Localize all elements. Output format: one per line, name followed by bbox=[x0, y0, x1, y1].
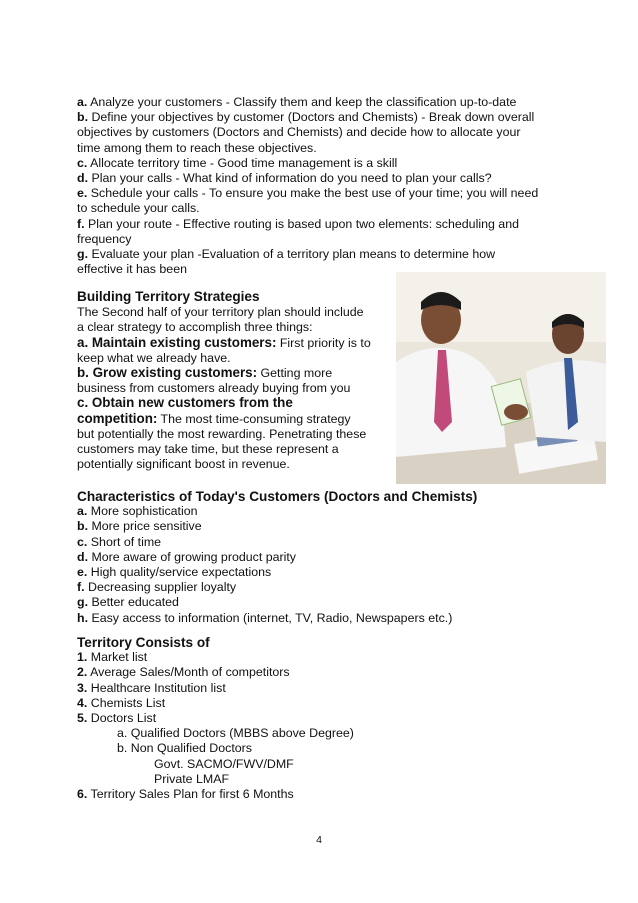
strategy-line: The Second half of your territory plan should include bbox=[77, 305, 364, 320]
intro-line: to schedule your calls. bbox=[77, 201, 200, 216]
strategy-line: c. Obtain new customers from the bbox=[77, 395, 293, 411]
strategy-line: customers may take time, but these represent a bbox=[77, 441, 339, 456]
section-heading: Characteristics of Today's Customers (Doctors and Chemists) bbox=[77, 489, 478, 504]
list-item: e. High quality/service expectations bbox=[77, 564, 272, 579]
page-number: 4 bbox=[316, 834, 322, 846]
list-item: 3. Healthcare Institution list bbox=[77, 680, 226, 695]
list-item: 4. Chemists List bbox=[77, 695, 166, 710]
intro-line: e. Schedule your calls - To ensure you make the best use of your time; you will need bbox=[77, 186, 539, 201]
intro-line: a. Analyze your customers - Classify them and keep the classification up-to-date bbox=[77, 95, 517, 109]
intro-line: effective it has been bbox=[77, 262, 187, 277]
intro-line: frequency bbox=[77, 231, 132, 246]
list-item: g. Better educated bbox=[77, 595, 179, 610]
strategy-line: potentially significant boost in revenue. bbox=[77, 457, 290, 472]
section-heading: Territory Consists of bbox=[77, 635, 210, 650]
list-subitem: b. Non Qualified Doctors bbox=[117, 741, 252, 756]
strategy-line: a clear strategy to accomplish three things: bbox=[77, 320, 313, 335]
list-subsubitem: Private LMAF bbox=[154, 771, 230, 786]
characteristics-section bbox=[77, 489, 567, 626]
intro-line: b. Define your objectives by customer (Doctors and Chemists) - Break down overall bbox=[77, 110, 535, 125]
intro-line: c. Allocate territory time - Good time management is a skill bbox=[77, 155, 398, 170]
list-item: 5. Doctors List bbox=[77, 710, 157, 725]
strategy-line: keep what we already have. bbox=[77, 350, 231, 365]
strategy-line: but potentially the most rewarding. Penetrating these bbox=[77, 426, 367, 441]
intro-line: f. Plan your route - Effective routing is based upon two elements: scheduling and bbox=[77, 216, 519, 231]
list-subitem: a. Qualified Doctors (MBBS above Degree) bbox=[117, 726, 354, 741]
list-item: 6. Territory Sales Plan for first 6 Months bbox=[77, 786, 294, 801]
business-meeting-photo bbox=[396, 272, 606, 484]
list-subsubitem: Govt. SACMO/FWV/DMF bbox=[154, 756, 294, 771]
intro-line: d. Plan your calls - What kind of information do you need to plan your calls? bbox=[77, 170, 492, 185]
strategies-section bbox=[77, 289, 397, 471]
intro-list bbox=[77, 95, 567, 277]
list-item: 1. Market list bbox=[77, 650, 148, 665]
list-item: a. More sophistication bbox=[77, 504, 198, 519]
strategy-line: competition: The most time-consuming strategy bbox=[77, 410, 351, 426]
strategy-line: a. Maintain existing customers: First priority is to bbox=[77, 334, 371, 350]
territory-section bbox=[77, 635, 567, 802]
list-item: 2. Average Sales/Month of competitors bbox=[77, 665, 290, 680]
list-item: f. Decreasing supplier loyalty bbox=[77, 580, 237, 595]
intro-line: objectives by customers (Doctors and Chemists) and decide how to allocate your bbox=[77, 125, 521, 140]
list-item: h. Easy access to information (internet, TV, Radio, Newspapers etc.) bbox=[77, 610, 453, 625]
intro-line: g. Evaluate your plan -Evaluation of a territory plan means to determine how bbox=[77, 246, 496, 261]
section-heading: Building Territory Strategies bbox=[77, 289, 260, 304]
intro-line: time among them to reach these objectives. bbox=[77, 140, 317, 155]
strategy-line: b. Grow existing customers: Getting more bbox=[77, 364, 333, 380]
list-item: b. More price sensitive bbox=[77, 519, 202, 534]
strategy-line: business from customers already buying from you bbox=[77, 381, 351, 396]
list-item: d. More aware of growing product parity bbox=[77, 549, 297, 564]
list-item: c. Short of time bbox=[77, 534, 162, 549]
